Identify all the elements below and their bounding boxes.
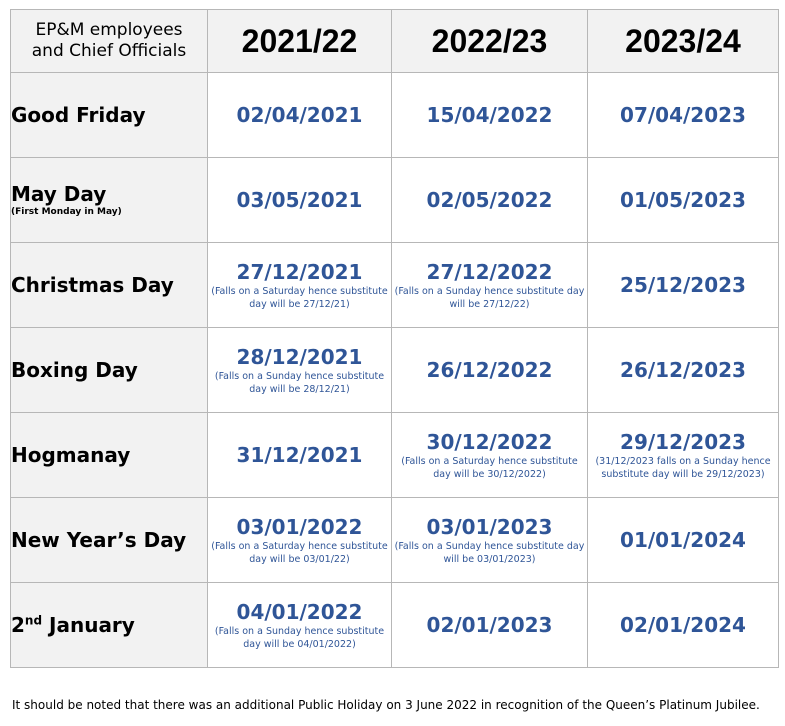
holiday-date: 26/12/2023	[620, 358, 746, 382]
date-cell	[588, 498, 779, 583]
year-header-2023-24: 2023/24	[588, 10, 779, 73]
substitute-note: (Falls on a Sunday hence substitute day will be 28/12/21)	[214, 370, 385, 395]
holiday-date: 03/01/2022	[236, 514, 363, 539]
date-cell	[392, 498, 588, 583]
substitute-note: (Falls on a Saturday hence substitute day will be 27/12/21)	[211, 285, 388, 310]
date-cell	[208, 583, 392, 668]
corner-header	[11, 10, 208, 73]
holiday-name-rest: January	[42, 613, 135, 637]
holiday-name: Hogmanay	[11, 443, 131, 467]
footnote: It should be noted that there was an additional Public Holiday on 3 June 2022 in recognition of the Queen’s Platinum Jubilee.	[12, 698, 760, 712]
holiday-date: 28/12/2021	[236, 344, 363, 369]
substitute-note: (Falls on a Saturday hence substitute day will be 30/12/2022)	[401, 455, 578, 480]
row-good-friday	[11, 73, 779, 158]
holiday-date: 01/01/2024	[620, 528, 746, 552]
holiday-date: 02/01/2024	[620, 613, 746, 637]
date-cell	[588, 73, 779, 158]
date-cell	[392, 73, 588, 158]
holiday-date: 27/12/2022	[426, 259, 553, 284]
holiday-date: 02/04/2021	[236, 103, 363, 127]
row-new-years-day	[11, 498, 779, 583]
holiday-name: New Year’s Day	[11, 528, 187, 552]
holiday-name	[11, 613, 207, 637]
holiday-name: Good Friday	[11, 103, 146, 127]
substitute-note: (Falls on a Saturday hence substitute day will be 03/01/22)	[211, 540, 388, 565]
row-christmas-day	[11, 243, 779, 328]
holiday-date: 25/12/2023	[620, 273, 746, 297]
holiday-label	[11, 243, 208, 328]
row-may-day	[11, 158, 779, 243]
row-boxing-day	[11, 328, 779, 413]
date-cell	[588, 583, 779, 668]
date-cell	[392, 158, 588, 243]
holiday-date: 04/01/2022	[236, 599, 363, 624]
header-row	[11, 10, 779, 73]
holiday-date: 26/12/2022	[426, 358, 553, 382]
holiday-date: 29/12/2023	[620, 429, 746, 454]
substitute-note: (Falls on a Sunday hence substitute day will be 03/01/2023)	[394, 540, 585, 565]
holiday-name-number: 2	[11, 613, 25, 637]
holiday-name: Boxing Day	[11, 358, 138, 382]
date-cell	[208, 498, 392, 583]
holiday-date: 30/12/2022	[426, 429, 553, 454]
holiday-label	[11, 73, 208, 158]
date-cell	[208, 73, 392, 158]
year-header-2022-23: 2022/23	[392, 10, 588, 73]
corner-line-1: EP&M employees	[35, 20, 183, 40]
date-cell	[208, 413, 392, 498]
substitute-note: (31/12/2023 falls on a Sunday hence substitute day will be 29/12/2023)	[595, 455, 771, 480]
substitute-note: (Falls on a Sunday hence substitute day will be 04/01/2022)	[214, 625, 385, 650]
holiday-label	[11, 158, 208, 243]
date-cell	[392, 413, 588, 498]
holiday-date: 31/12/2021	[236, 443, 363, 467]
date-cell	[208, 158, 392, 243]
date-cell	[588, 243, 779, 328]
holiday-date: 02/05/2022	[426, 188, 553, 212]
holiday-date: 01/05/2023	[620, 188, 746, 212]
date-cell	[392, 583, 588, 668]
corner-line-2: and Chief Officials	[31, 41, 187, 61]
holiday-date: 03/01/2023	[426, 514, 553, 539]
holiday-subtitle: (First Monday in May)	[11, 207, 122, 217]
holiday-label	[11, 498, 208, 583]
year-header-2021-22: 2021/22	[208, 10, 392, 73]
substitute-note: (Falls on a Sunday hence substitute day will be 27/12/22)	[394, 285, 585, 310]
date-cell	[208, 243, 392, 328]
date-cell	[392, 328, 588, 413]
date-cell	[392, 243, 588, 328]
row-hogmanay	[11, 413, 779, 498]
holiday-table	[10, 9, 779, 668]
holiday-date: 15/04/2022	[426, 103, 553, 127]
holiday-date: 03/05/2021	[236, 188, 363, 212]
holiday-name: May Day	[11, 182, 107, 206]
date-cell	[588, 413, 779, 498]
date-cell	[208, 328, 392, 413]
holiday-name: Christmas Day	[11, 273, 174, 297]
holiday-date: 07/04/2023	[620, 103, 746, 127]
holiday-label	[11, 583, 208, 668]
ordinal-suffix: nd	[24, 613, 43, 628]
holiday-date: 27/12/2021	[236, 259, 363, 284]
date-cell	[588, 328, 779, 413]
holiday-label	[11, 413, 208, 498]
holiday-label	[11, 328, 208, 413]
date-cell	[588, 158, 779, 243]
holiday-date: 02/01/2023	[426, 613, 553, 637]
row-2nd-january	[11, 583, 779, 668]
